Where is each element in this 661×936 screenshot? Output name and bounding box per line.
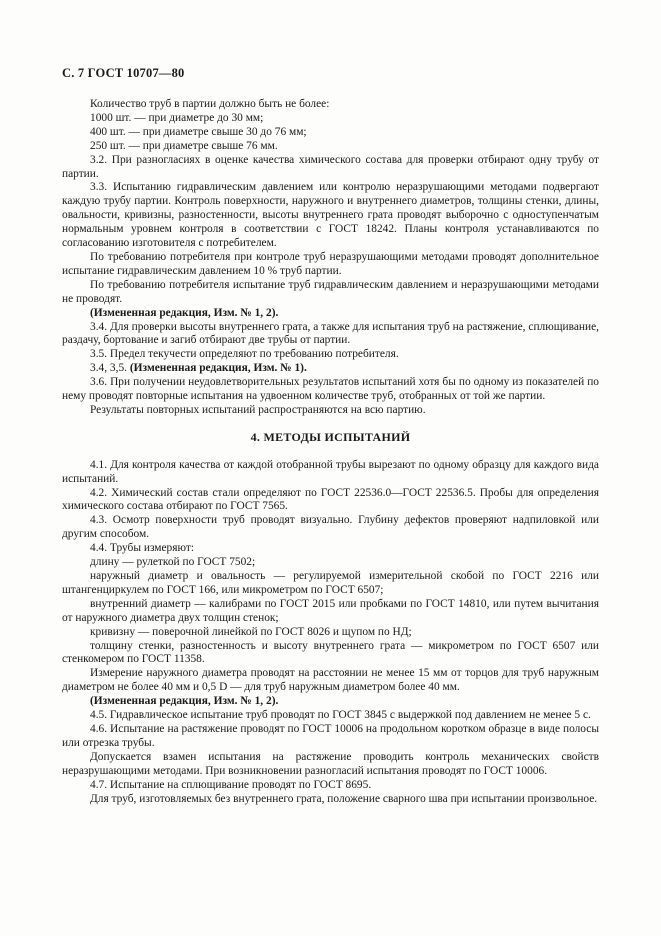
paragraph: длину — рулеткой по ГОСТ 7502; xyxy=(90,556,256,569)
section-heading: 4. МЕТОДЫ ИСПЫТАНИЙ xyxy=(250,429,411,444)
document-body xyxy=(62,98,599,806)
paragraph: 250 шт. — при диаметре свыше 76 мм. xyxy=(90,139,278,152)
clause-numbers: 3.4, 3,5. xyxy=(90,362,130,375)
paragraph: Измерение наружного диаметра проводят на расстоянии не менее 15 мм от торцов для труб наружным диаметром не более 40 мм и 0,5 D — для труб наружным диаметром более 40 мм. xyxy=(62,667,599,694)
paragraph: 4.5. Гидравлическое испытание труб проводят по ГОСТ 3845 с выдержкой под давлением не менее 5 с. xyxy=(90,709,591,722)
paragraph: внутренний диаметр — калибрами по ГОСТ 2015 или пробками по ГОСТ 14810, или путем вычитания от наружного диаметра двух толщин стенок; xyxy=(62,597,599,624)
paragraph: Допускается взамен испытания на растяжение проводить контроль механических свойств неразрушающими методами. При возникновении разногласий испытания проводят по ГОСТ 10006. xyxy=(62,750,599,777)
paragraph: 1000 шт. — при диаметре до 30 мм; xyxy=(90,111,264,124)
amendment-note: (Измененная редакция, Изм. № 1, 2). xyxy=(90,695,279,708)
paragraph: 3.3. Испытанию гидравлическим давлением или контролю неразрушающими методами подвергают каждую трубу партии. Контроль поверхности, наружного и внутреннего диаметров, толщины стенки, длины, овальности, кривизны, разностенности, высоты внутреннего грата проводят выборочно с одноступенчатым нормальным уровнем контроля в соответствии с ГОСТ 18242. Планы контроля устанавливаются по согласованию изготовителя с потребителем. xyxy=(62,181,599,250)
paragraph: 3.2. При разногласиях в оценке качества химического состава для проверки отбирают одну трубу от партии. xyxy=(62,153,599,180)
paragraph: Результаты повторных испытаний распространяются на всю партию. xyxy=(90,403,426,416)
paragraph: 3.6. При получении неудовлетворительных результатов испытаний хотя бы по одному из показателей по нему проводят повторные испытания на удвоенном количестве труб, отобранных от той же партии. xyxy=(62,376,599,403)
paragraph: 3.4. Для проверки высоты внутреннего грата, а также для испытания труб на растяжение, сплющивание, раздачу, бортование и загиб отбирают две трубы от партии. xyxy=(62,320,599,347)
paragraph: кривизну — поверочной линейкой по ГОСТ 8026 и щупом по НД; xyxy=(90,625,412,638)
paragraph: 4.7. Испытание на сплющивание проводят по ГОСТ 8695. xyxy=(90,778,372,791)
paragraph: 4.4. Трубы измеряют: xyxy=(90,542,194,555)
paragraph xyxy=(62,362,599,376)
paragraph: 400 шт. — при диаметре свыше 30 до 76 мм; xyxy=(90,125,307,138)
amendment-note: (Измененная редакция, Изм. № 1, 2). xyxy=(90,306,279,319)
paragraph: 4.2. Химический состав стали определяют по ГОСТ 22536.0—ГОСТ 22536.5. Пробы для определения химического состава отбирают по ГОСТ 7565. xyxy=(62,486,599,513)
paragraph: 4.6. Испытание на растяжение проводят по ГОСТ 10006 на продольном коротком образце в виде полосы или отрезка трубы. xyxy=(62,722,599,749)
paragraph: По требованию потребителя при контроле труб неразрушающими методами проводят дополнительное испытание гидравлическим давлением 10 % труб партии. xyxy=(62,250,599,277)
paragraph: толщину стенки, разностенность и высоту внутреннего грата — микрометром по ГОСТ 6507 или стенкомером по ГОСТ 11358. xyxy=(62,639,599,666)
paragraph: 3.5. Предел текучести определяют по требованию потребителя. xyxy=(90,348,399,361)
paragraph: Количество труб в партии должно быть не более: xyxy=(90,98,330,110)
paragraph: 4.1. Для контроля качества от каждой отобранной трубы вырезают по одному образцу для каждого вида испытаний. xyxy=(62,458,599,485)
paragraph: 4.3. Осмотр поверхности труб проводят визуально. Глубину дефектов проверяют надпиловкой или другим способом. xyxy=(62,514,599,541)
paragraph: наружный диаметр и овальность — регулируемой измерительной скобой по ГОСТ 2216 или штангенциркулем по ГОСТ 166, или микрометром по ГОСТ 6507; xyxy=(62,570,599,596)
paragraph: По требованию потребителя испытание труб гидравлическим давлением и неразрушающими методами не проводят. xyxy=(62,278,599,305)
amendment-note: (Измененная редакция, Изм. № 1). xyxy=(129,362,307,375)
page-header: С. 7 ГОСТ 10707—80 xyxy=(62,66,185,80)
paragraph: Для труб, изготовляемых без внутреннего грата, положение сварного шва при испытании произвольное. xyxy=(90,792,598,805)
